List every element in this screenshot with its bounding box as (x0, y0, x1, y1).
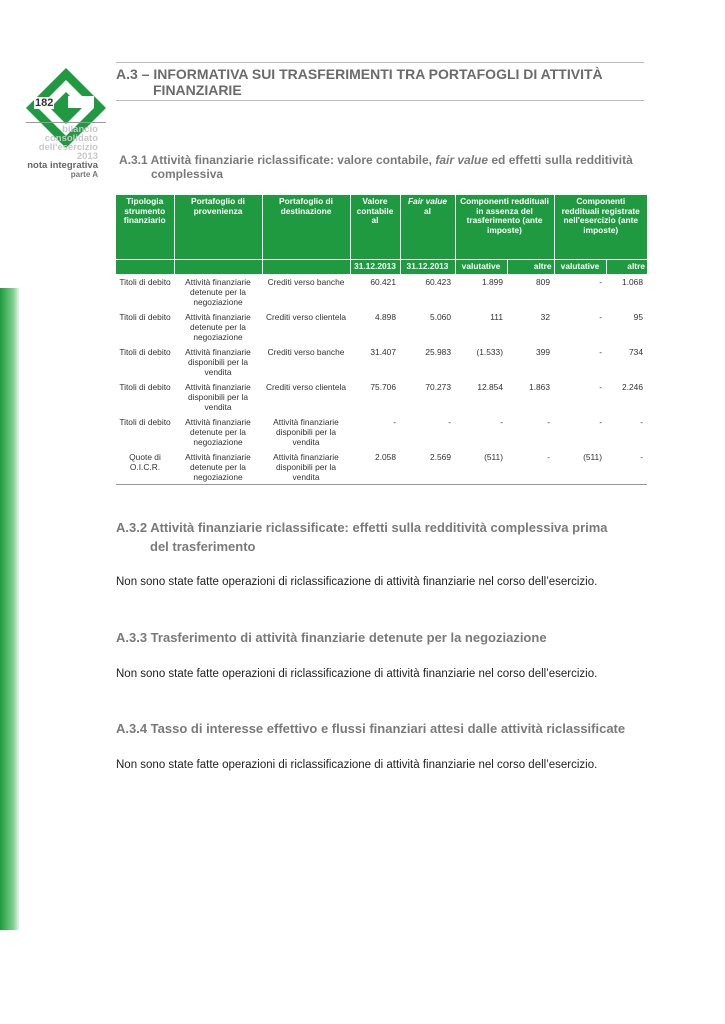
cell-valutative-2: - (599, 416, 602, 427)
cell-tipologia: Titoli di debito (119, 346, 171, 357)
cell-altre-1: 809 (536, 276, 550, 287)
cell-valore: 2.058 (350, 449, 400, 485)
reclassified-assets-table (116, 195, 647, 485)
section-a31-title (119, 153, 644, 181)
cell-fair-value: 25.983 (425, 346, 451, 357)
header-componenti-assenza: Componenti reddituali in assenza del trasferimento (ante imposte) (455, 195, 554, 259)
cell-valutative-2: - (599, 346, 602, 357)
cell-altre-2: 734 (629, 346, 643, 357)
cell-valutative-1: - (500, 416, 503, 427)
cell-provenienza: Attività finanziarie detenute per la negoziazione (185, 276, 251, 307)
page-number: 182 (35, 97, 54, 109)
cell-valutative-1: (511) (455, 449, 507, 485)
table-row (116, 309, 647, 344)
caption-line-5: parte A (70, 170, 98, 179)
caption-line-2: consolidato (44, 133, 98, 144)
cell-altre-2: - (640, 416, 643, 427)
table-row (116, 449, 647, 485)
table-row (116, 379, 647, 414)
sidebar-caption (24, 125, 98, 179)
header-componenti-registrate: Componenti reddituali registrate nell'esercizio (ante imposte) (554, 195, 647, 259)
cell-valutative-2: (511) (554, 449, 606, 485)
caption-line-1: bilancio (62, 124, 98, 135)
section-a32-title (116, 518, 646, 556)
table-row (116, 414, 647, 449)
section-a32-title-line2: del trasferimento (150, 539, 256, 554)
cell-fair-value: 60.423 (425, 276, 451, 287)
cell-altre-1: - (507, 449, 554, 485)
cell-altre-1: 399 (536, 346, 550, 357)
cell-tipologia: Titoli di debito (119, 416, 171, 427)
subheader-altre-2: altre (606, 259, 647, 274)
cell-altre-1: 32 (540, 311, 550, 322)
cell-valutative-1: 1.899 (482, 276, 503, 287)
header-destinazione: Portafoglio di destinazione (262, 195, 350, 259)
cell-valore: 75.706 (370, 381, 396, 392)
header-provenienza: Portafoglio di provenienza (174, 195, 262, 259)
cell-valutative-1: 111 (490, 311, 503, 322)
caption-line-4: nota integrativa (27, 160, 98, 171)
subheader-date-1: 31.12.2013 (350, 259, 400, 274)
cell-fair-value: 2.569 (400, 449, 455, 485)
cell-destinazione: Crediti verso banche (267, 276, 345, 287)
section-a31-title-italic: fair value (435, 153, 489, 167)
cell-provenienza: Attività finanziarie detenute per la negoziazione (185, 416, 251, 447)
subheader-valutative-1: valutative (455, 259, 507, 274)
header-fair-value-italic: Fair value (407, 196, 448, 206)
cell-tipologia: Titoli di debito (119, 381, 171, 392)
cell-provenienza: Attività finanziarie disponibili per la vendita (185, 346, 251, 377)
cell-altre-1: 1.863 (529, 381, 550, 392)
cell-fair-value: 5.060 (430, 311, 451, 322)
cell-valutative-1: (1.533) (476, 346, 503, 357)
section-a32-title-line1: A.3.2 Attività finanziarie riclassificate: effetti sulla redditività complessiva prima (116, 520, 608, 535)
header-tipologia: Tipologia strumento finanziario (116, 195, 174, 259)
logo-divider (26, 122, 106, 123)
cell-valore: 31.407 (370, 346, 396, 357)
cell-provenienza: Attività finanziarie detenute per la negoziazione (174, 449, 262, 485)
cell-fair-value: - (448, 416, 451, 427)
cell-provenienza: Attività finanziarie disponibili per la vendita (185, 381, 251, 412)
header-fair-value (400, 195, 455, 259)
table-row (116, 344, 647, 379)
cell-valutative-1: 12.854 (477, 381, 503, 392)
cell-destinazione: Attività finanziarie disponibili per la vendita (273, 416, 339, 447)
section-a33-text: Non sono state fatte operazioni di riclassificazione di attività finanziarie nel corso dell’esercizio. (116, 668, 598, 680)
cell-provenienza: Attività finanziarie detenute per la negoziazione (185, 311, 251, 342)
cell-valore: - (393, 416, 396, 427)
cell-valutative-2: - (599, 276, 602, 287)
table-row (116, 274, 647, 309)
subheader-altre-1: altre (507, 259, 554, 274)
section-a34-text: Non sono state fatte operazioni di riclassificazione di attività finanziarie nel corso dell’esercizio. (116, 759, 598, 771)
cell-tipologia: Quote di O.I.C.R. (116, 449, 174, 485)
cell-altre-2: 1.068 (622, 276, 643, 287)
page-title-line-1: A.3 – INFORMATIVA SUI TRASFERIMENTI TRA PORTAFOGLI DI ATTIVITÀ (116, 66, 603, 82)
cell-tipologia: Titoli di debito (119, 311, 171, 322)
subheader-valutative-2: valutative (554, 259, 606, 274)
section-a31-title-part1: A.3.1 Attività finanziarie riclassificate: valore contabile, (119, 153, 436, 167)
page-title (116, 62, 644, 101)
subheader-date-2: 31.12.2013 (400, 259, 455, 274)
section-a31-title-line2: complessiva (151, 167, 224, 181)
header-fair-value-al: al (424, 205, 431, 216)
caption-line-3: dell'esercizio 2013 (38, 142, 98, 162)
section-a33-title: A.3.3 Trasferimento di attività finanziarie detenute per la negoziazione (116, 630, 547, 645)
section-a31-title-part2: ed effetti sulla redditività (488, 153, 633, 167)
cell-destinazione: Attività finanziarie disponibili per la vendita (262, 449, 350, 485)
cell-valutative-2: - (599, 381, 602, 392)
cell-altre-2: 95 (633, 311, 643, 322)
section-a34-title: A.3.4 Tasso di interesse effettivo e flussi finanziari attesi dalle attività riclassificate (116, 721, 626, 736)
cell-valore: 60.421 (370, 276, 396, 287)
section-a32-text: Non sono state fatte operazioni di riclassificazione di attività finanziarie nel corso dell’esercizio. (116, 576, 598, 588)
cell-destinazione: Crediti verso clientela (265, 311, 347, 322)
cell-valutative-2: - (599, 311, 602, 322)
cell-altre-1: - (547, 416, 550, 427)
page-title-line-2: FINANZIARIE (153, 82, 242, 98)
cell-destinazione: Crediti verso clientela (265, 381, 347, 392)
cell-destinazione: Crediti verso banche (267, 346, 345, 357)
cell-altre-2: - (606, 449, 647, 485)
side-accent-bar (0, 288, 19, 930)
cell-altre-2: 2.246 (622, 381, 643, 392)
cell-valore: 4.898 (375, 311, 396, 322)
cell-tipologia: Titoli di debito (119, 276, 171, 287)
header-valore-contabile: Valore contabile al (350, 195, 400, 259)
cell-fair-value: 70.273 (425, 381, 451, 392)
